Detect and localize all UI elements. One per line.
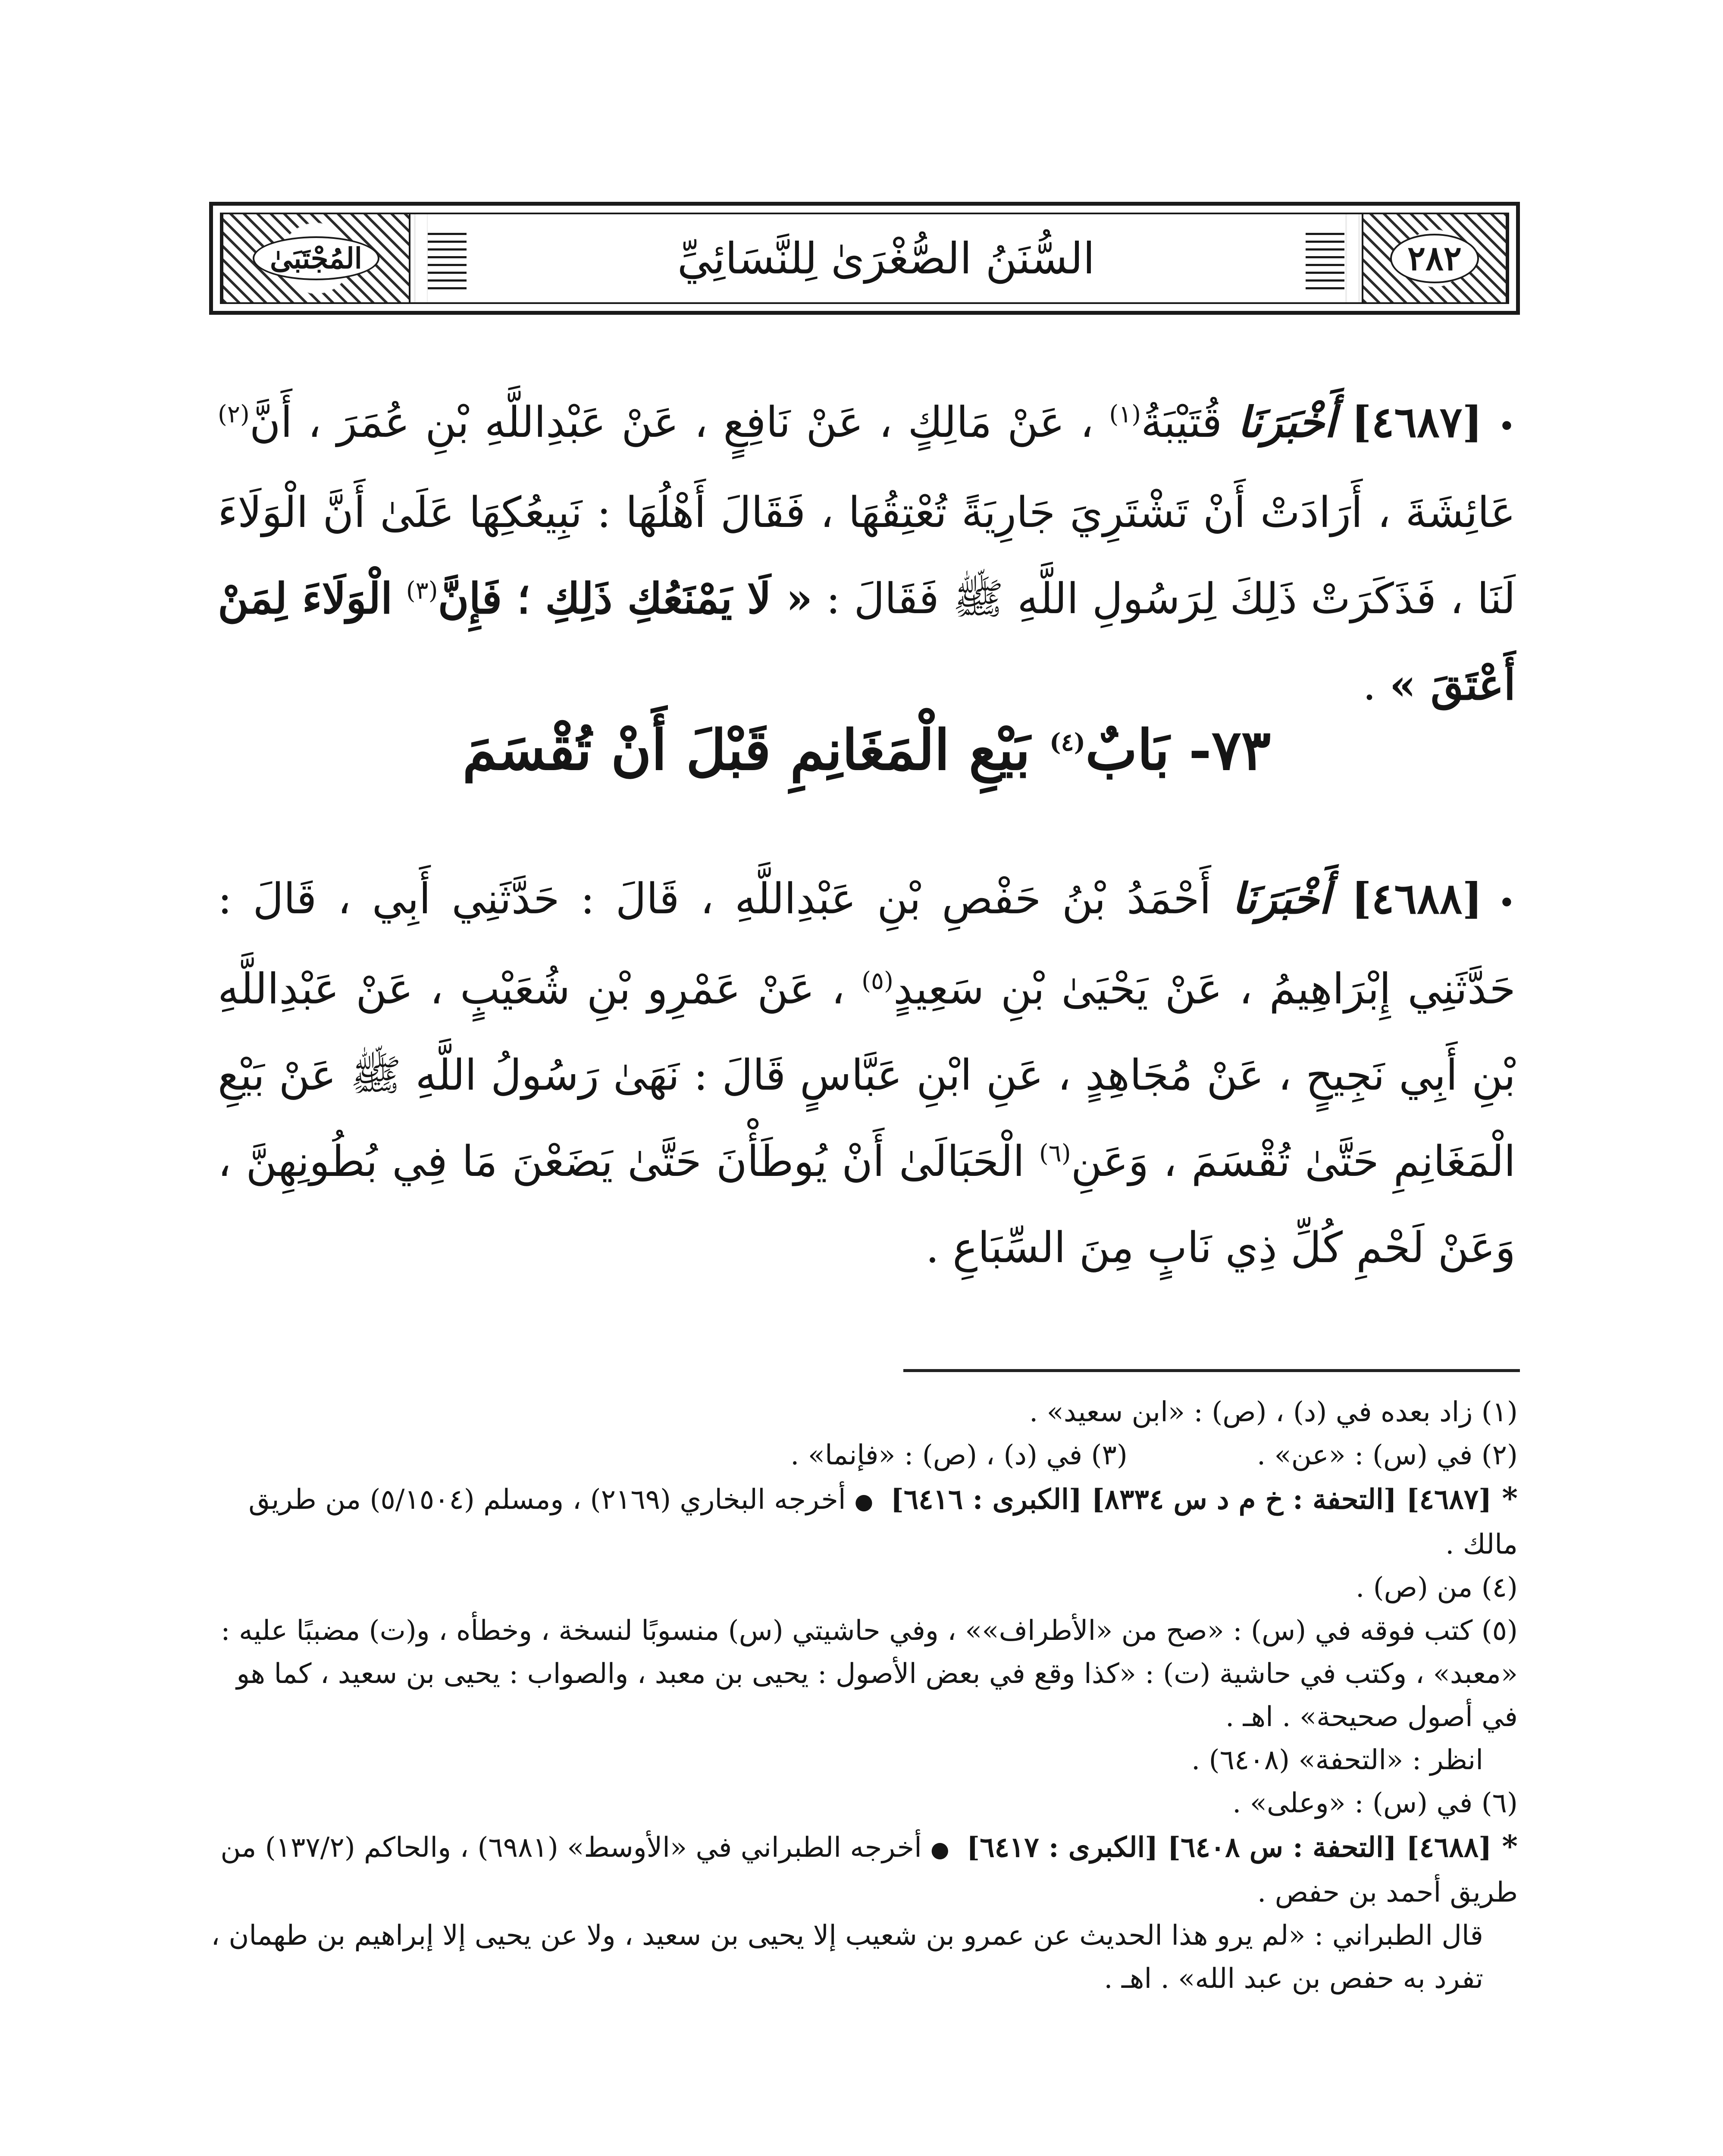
hadith-text: أَحْمَدُ بْنُ حَفْصِ بْنِ عَبْدِاللَّهِ ، قَالَ : حَدَّثَنِي أَبِي ، قَالَ : حَدَّثَنِي إِبْرَاهِيمُ ، عَنْ يَحْيَىٰ بْنِ سَعِيدٍ xyxy=(218,874,1516,1014)
hadith-4687 xyxy=(218,379,1516,728)
book-badge: المُجْتَبَىٰ xyxy=(253,236,379,280)
hadith-text: قُتَيْبَةُ xyxy=(1141,398,1222,447)
footnote-6: (٦) في (س) : «وعلى» . xyxy=(1232,1787,1518,1819)
hadith-text: ، عَنْ عَمْرِو بْنِ شُعَيْبٍ ، عَنْ عَبْدِاللَّهِ بْنِ أَبِي نَجِيحٍ ، عَنْ مُجَاهِدٍ ، عَنِ ابْنِ عَبَّاسٍ قَالَ : نَهَىٰ رَسُولُ اللَّهِ ﷺ عَنْ بَيْعِ الْمَغَانِمِ حَتَّىٰ تُقْسَمَ ، وَعَنِ xyxy=(218,965,1516,1186)
right-ornament xyxy=(1362,214,1507,302)
footnotes xyxy=(207,1391,1518,2000)
footnote-ref: (٣) xyxy=(406,577,438,605)
footnote-5: (٥) كتب فوقه في (س) : «صح من «الأطراف»» ، وفي حاشيتي (س) منسوبًا لنسخة ، وخطأه ، و(ت) مضببًا عليه : «معبد» ، وكتب في حاشية (ت) : «كذا وقع في بعض الأصول : يحيى بن معبد ، والصواب : يحيى بن سعيد ، كما هو في أصول صحيحة» . اهـ . xyxy=(221,1615,1518,1733)
footnote-5-see: انظر : «التحفة» (٦٤٠٨) . xyxy=(1191,1744,1483,1776)
footnote-4: (٤) من (ص) . xyxy=(1356,1572,1518,1604)
footnote-ref: (٦) xyxy=(1039,1139,1071,1168)
bullet-icon: • xyxy=(1497,885,1516,921)
chapter-heading xyxy=(218,718,1516,783)
page-header xyxy=(209,202,1520,315)
takhrij-4688 xyxy=(207,1825,1518,1914)
sentence-end: . xyxy=(1363,661,1376,710)
hadith-number: [٤٦٨٨] xyxy=(1351,874,1482,924)
takhrij-reference: [٤٦٨٧] [التحفة : خ م د س ٨٣٣٤] [الكبرى : ٦٤١٦] xyxy=(890,1483,1492,1516)
star-icon: * xyxy=(1502,1480,1518,1516)
header-frame xyxy=(220,213,1509,304)
prophet-quote: الْوَلَاءَ لِمَنْ أَعْتَقَ » xyxy=(218,574,1516,710)
left-ornament xyxy=(222,214,410,302)
hadith-text: عَائِشَةَ ، أَرَادَتْ أَنْ تَشْتَرِيَ جَارِيَةً تُعْتِقُهَا ، فَقَالَ أَهْلُهَا : نَبِيعُكِهَا عَلَىٰ أَنَّ الْوَلَاءَ لَنَا ، فَذَكَرَتْ ذَلِكَ لِرَسُولِ اللَّهِ ﷺ فَقَالَ : xyxy=(218,488,1516,624)
footnote-separator xyxy=(903,1369,1520,1372)
takhrij-text: أخرجه البخاري (٢١٦٩) ، ومسلم (٥/١٥٠٤) من طريق مالك . xyxy=(248,1484,1518,1561)
footnote-1: (١) زاد بعده في (د) ، (ص) : «ابن سعيد» . xyxy=(1029,1396,1518,1428)
chapter-title: بَيْعِ الْمَغَانِمِ قَبْلَ أَنْ تُقْسَمَ xyxy=(462,718,1031,783)
tabarani-comment: قال الطبراني : «لم يرو هذا الحديث عن عمرو بن شعيب إلا يحيى بن سعيد ، ولا عن يحيى إلا إبراهيم بن طهمان ، تفرد به حفص بن عبد الله» . اهـ . xyxy=(211,1920,1483,1995)
star-icon: * xyxy=(1502,1828,1518,1864)
akhbarana-word: أَخْبَرَنَا xyxy=(1237,398,1336,447)
dot-icon: ● xyxy=(854,1489,874,1514)
takhrij-4687 xyxy=(207,1477,1518,1566)
hadith-text: ، عَنْ مَالِكٍ ، عَنْ نَافِعٍ ، عَنْ عَبْدِاللَّهِ بْنِ عُمَرَ ، أَنَّ xyxy=(249,398,1094,447)
takhrij-text: أخرجه الطبراني في «الأوسط» (٦٩٨١) ، والحاكم (١٣٧/٢) من طريق أحمد بن حفص . xyxy=(220,1832,1518,1908)
chapter-bab: بَابٌ xyxy=(1085,718,1170,783)
footnote-2: (٢) في (س) : «عن» . xyxy=(1256,1439,1518,1471)
footnote-ref: (٤) xyxy=(1049,728,1086,757)
prophet-quote: « لَا يَمْنَعُكِ ذَلِكِ ؛ فَإِنَّ xyxy=(438,574,813,624)
page-number: ٢٨٢ xyxy=(1390,234,1479,283)
footnote-row xyxy=(207,1434,1518,1477)
footnote-ref: (٢) xyxy=(218,400,250,429)
takhrij-reference: [٤٦٨٨] [التحفة : س ٦٤٠٨] [الكبرى : ٦٤١٧] xyxy=(966,1831,1492,1864)
footnote-3: (٣) في (د) ، (ص) : «فإنما» . xyxy=(790,1439,1128,1471)
akhbarana-word: أَخْبَرَنَا xyxy=(1232,874,1331,924)
bullet-icon: • xyxy=(1497,409,1516,444)
book-title: السُّنَنُ الصُّغْرَىٰ لِلنَّسَائِيِّ xyxy=(677,233,1095,284)
header-title-panel xyxy=(428,214,1344,302)
footnote-ref: (٥) xyxy=(862,967,893,995)
hadith-text: الْحَبَالَىٰ أَنْ يُوطَأْنَ حَتَّىٰ يَضَعْنَ مَا فِي بُطُونِهِنَّ ، وَعَنْ لَحْمِ كُلِّ ذِي نَابٍ مِنَ السِّبَاعِ . xyxy=(218,1137,1516,1272)
chapter-number: ٧٣- xyxy=(1188,718,1271,783)
footnote-ref: (١) xyxy=(1109,400,1141,429)
hadith-4688 xyxy=(218,856,1516,1291)
dot-icon: ● xyxy=(930,1837,949,1862)
hadith-number: [٤٦٨٧] xyxy=(1351,398,1482,447)
